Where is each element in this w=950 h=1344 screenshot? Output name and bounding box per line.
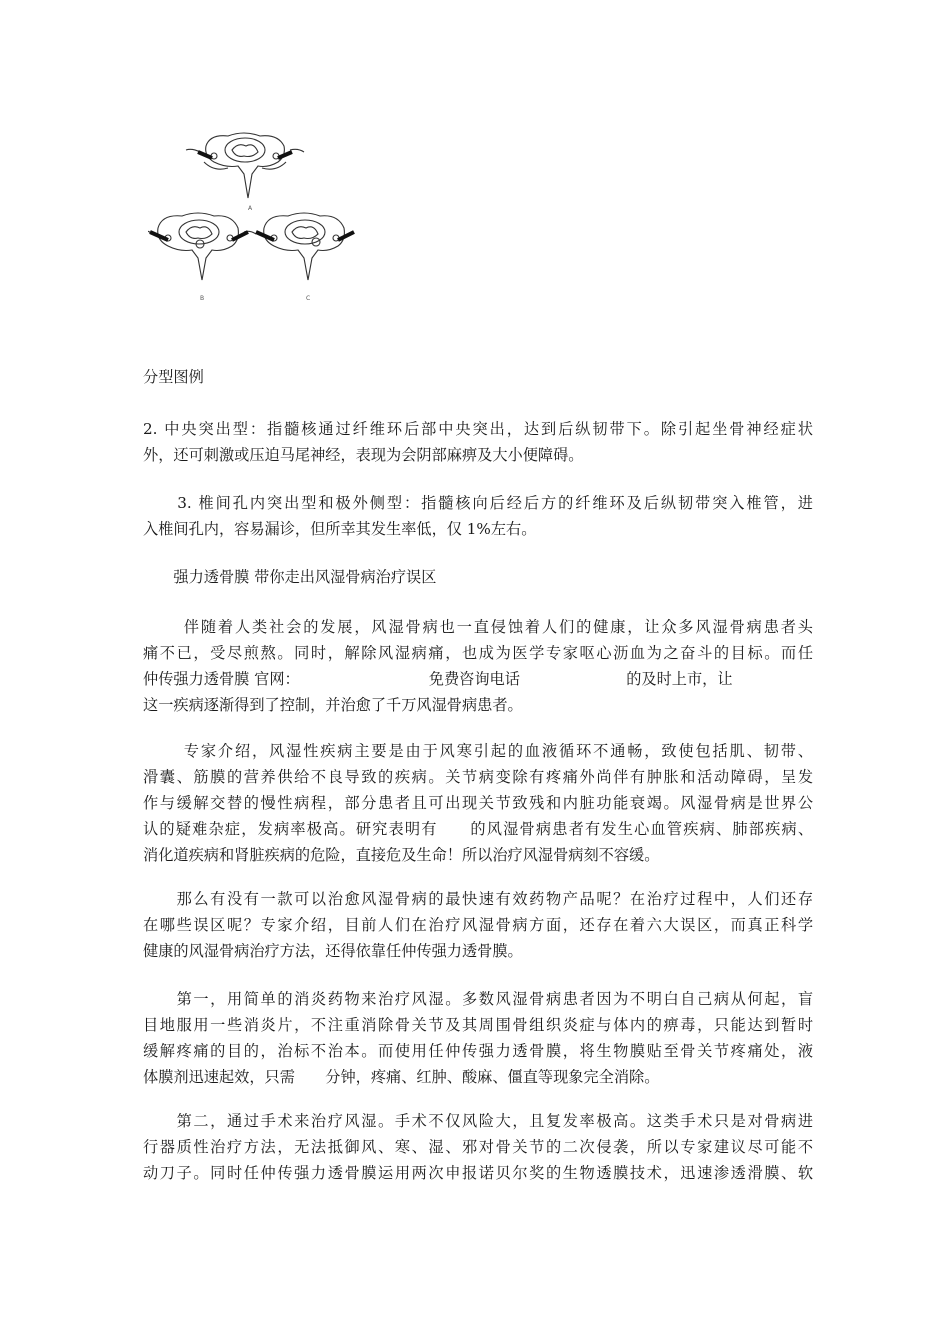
vertebra-b	[148, 213, 256, 280]
text-line: 体膜剂迅速起效，只需 分钟，疼痛、红肿、酸麻、僵直等现象完全消除。	[143, 1068, 660, 1086]
vertebra-diagram	[148, 128, 370, 308]
text-line: 第一，用简单的消炎药物来治疗风湿。多数风湿骨病患者因为不明白自己病从何起，盲	[143, 990, 813, 1008]
paragraph-misconceptions	[143, 886, 813, 964]
section-heading	[143, 564, 813, 590]
figure-label-c: C	[306, 295, 311, 302]
caption-text: 分型图例	[143, 368, 204, 386]
vertebra-diagram-figure	[148, 128, 370, 308]
paragraph-first-misconception	[143, 986, 813, 1090]
text-line: 消化道疾病和肾脏疾病的危险，直接危及生命！所以治疗风湿骨病刻不容缓。	[143, 846, 660, 864]
figure-label-b: B	[200, 295, 205, 302]
vertebra-c	[264, 213, 345, 280]
text-line: 健康的风湿骨病治疗方法，还得依靠任仲传强力透骨膜。	[143, 942, 523, 960]
paragraph-introduction	[143, 614, 813, 718]
text-line: 入椎间孔内，容易漏诊，但所幸其发生率低，仅 1%左右。	[143, 520, 537, 538]
text-line: 动刀子。同时任仲传强力透骨膜运用两次申报诺贝尔奖的生物透膜技术，迅速渗透滑膜、软	[143, 1164, 813, 1182]
text-line: 外，还可刺激或压迫马尾神经，表现为会阴部麻痹及大小便障碍。	[143, 446, 584, 464]
paragraph-second-misconception	[143, 1108, 813, 1186]
text-line: 伴随着人类社会的发展，风湿骨病也一直侵蚀着人们的健康，让众多风湿骨病患者头	[143, 618, 813, 636]
text-line: 滑囊、筋膜的营养供给不良导致的疾病。关节病变除有疼痛外尚伴有肿胀和活动障碍，呈发	[143, 768, 813, 786]
heading-text: 强力透骨膜 带你走出风湿骨病治疗误区	[143, 568, 437, 586]
text-line: 认的疑难杂症，发病率极高。研究表明有 的风湿骨病患者有发生心血管疾病、肺部疾病、	[143, 820, 813, 838]
text-line: 专家介绍，风湿性疾病主要是由于风寒引起的血液循环不通畅，致使包括肌、韧带、	[143, 742, 813, 760]
text-line: 目地服用一些消炎片，不注重消除骨关节及其周围骨组织炎症与体内的痹毒，只能达到暂时	[143, 1016, 813, 1034]
text-line: 那么有没有一款可以治愈风湿骨病的最快速有效药物产品呢？在治疗过程中，人们还存	[143, 890, 813, 908]
text-line: 3. 椎间孔内突出型和极外侧型：指髓核向后经后方的纤维环及后纵韧带突入椎管，进	[143, 494, 813, 512]
text-line: 行器质性治疗方法，无法抵御风、寒、湿、邪对骨关节的二次侵袭，所以专家建议尽可能不	[143, 1138, 813, 1156]
figure-caption	[143, 364, 813, 390]
text-line: 这一疾病逐渐得到了控制，并治愈了千万风湿骨病患者。	[143, 696, 523, 714]
text-line: 2. 中央突出型：指髓核通过纤维环后部中央突出，达到后纵韧带下。除引起坐骨神经症状	[143, 420, 813, 438]
text-line: 痛不已，受尽煎熬。同时，解除风湿病痛，也成为医学专家呕心沥血为之奋斗的目标。而任	[143, 644, 813, 662]
paragraph-central-protrusion	[143, 416, 813, 468]
text-line: 在哪些误区呢？专家介绍，目前人们在治疗风湿骨病方面，还存在着六大误区，而真正科学	[143, 916, 813, 934]
text-line: 作与缓解交替的慢性病程，部分患者且可出现关节致残和内脏功能衰竭。风湿骨病是世界公	[143, 794, 813, 812]
vertebra-a	[186, 133, 304, 198]
figure-label-a: A	[248, 205, 253, 212]
text-line: 仲传强力透骨膜 官网： 免费咨询电话 的及时上市，让	[143, 670, 733, 688]
text-line: 缓解疼痛的目的，治标不治本。而使用任仲传强力透骨膜，将生物膜贴至骨关节疼痛处，液	[143, 1042, 813, 1060]
paragraph-foraminal-protrusion	[143, 490, 813, 542]
paragraph-expert-intro	[143, 738, 813, 868]
text-line: 第二，通过手术来治疗风湿。手术不仅风险大，且复发率极高。这类手术只是对骨病进	[143, 1112, 813, 1130]
